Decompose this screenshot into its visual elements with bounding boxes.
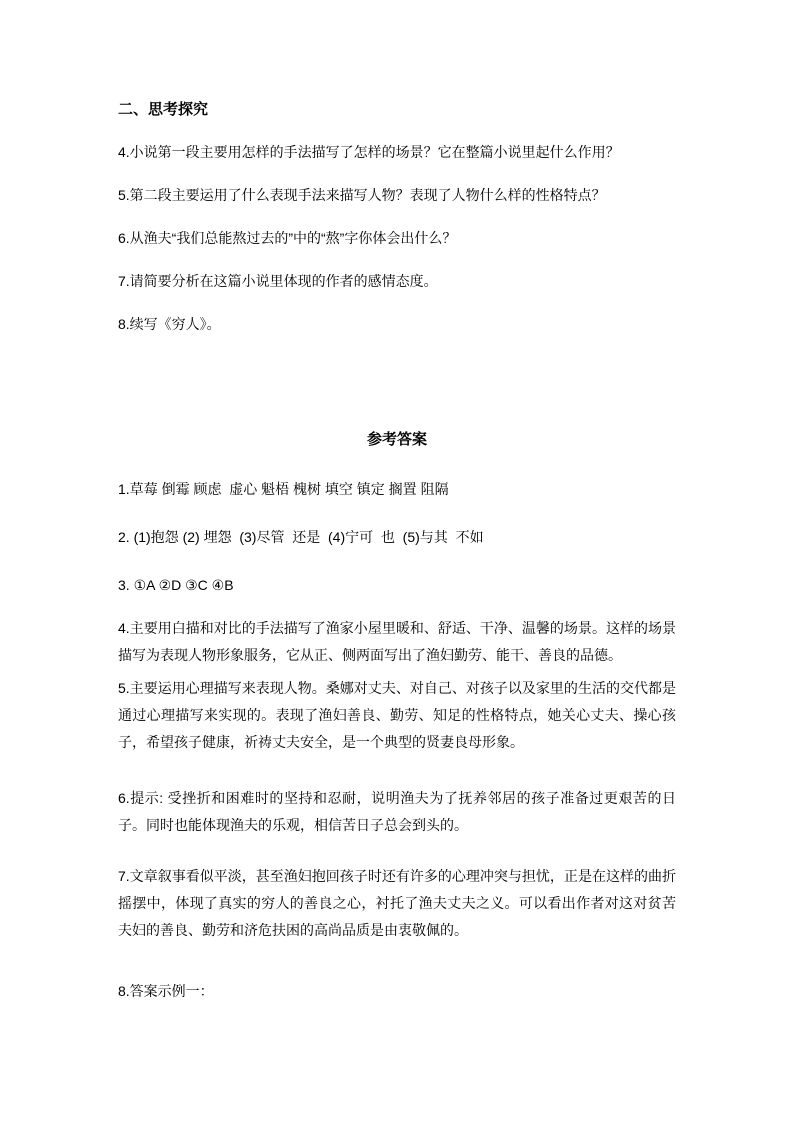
answer-item-7: 7.文章叙事看似平淡，甚至渔妇抱回孩子时还有许多的心理冲突与担忧，正是在这样的曲折摇摆中，体现了真实的穷人的善良之心，衬托了渔夫丈夫之义。可以看出作者对这对贫苦夫妇的善良、勤劳和济危扶困的高尚品质是由衷敬佩的。 [118, 868, 676, 938]
answer-item-6: 6.提示: 受挫折和困难时的坚持和忍耐，说明渔夫为了抚养邻居的孩子准备过更艰苦的日子。同时也能体现渔夫的乐观，相信苦日子总会到头的。 [118, 790, 676, 833]
answer-item-8: 8.答案示例一： [118, 983, 214, 999]
answer-item-3: 3. ①A ②D ③C ④B [118, 577, 234, 593]
question-item-8: 8.续写《穷人》。 [118, 316, 221, 332]
answer-item-4: 4.主要用白描和对比的手法描写了渔家小屋里暖和、舒适、干净、温馨的场景。这样的场景描写为表现人物形象服务，它从正、侧两面写出了渔妇勤劳、能干、善良的品德。 [118, 620, 676, 663]
question-item-7: 7.请简要分析在这篇小说里体现的作者的感情态度。 [118, 273, 438, 289]
answer-item-5: 5.主要运用心理描写来表现人物。桑娜对丈夫、对自己、对孩子以及家里的生活的交代都是通过心理描写来实现的。表现了渔妇善良、勤劳、知足的性格特点，她关心丈夫、操心孩子，希望孩子健康，祈祷丈夫安全，是一个典型的贤妻良母形象。 [118, 680, 676, 750]
question-item-4: 4.小说第一段主要用怎样的手法描写了怎样的场景？它在整篇小说里起什么作用？ [118, 144, 620, 160]
question-item-5: 5.第二段主要运用了什么表现手法来描写人物？表现了人物什么样的性格特点？ [118, 187, 606, 203]
answer-item-1: 1.草莓 倒霉 顾虑 虚心 魁梧 槐树 填空 镇定 搁置 阻隔 [118, 481, 449, 497]
answers-heading: 参考答案 [366, 431, 427, 448]
answer-item-2: 2. (1)抱怨 (2) 埋怨 (3)尽管 还是 (4)宁可 也 (5)与其 不如 [118, 529, 484, 545]
question-item-6: 6.从渔夫“我们总能熬过去的”中的“熬”字你体会出什么？ [118, 230, 457, 246]
section-heading: 二、思考探究 [118, 101, 209, 118]
